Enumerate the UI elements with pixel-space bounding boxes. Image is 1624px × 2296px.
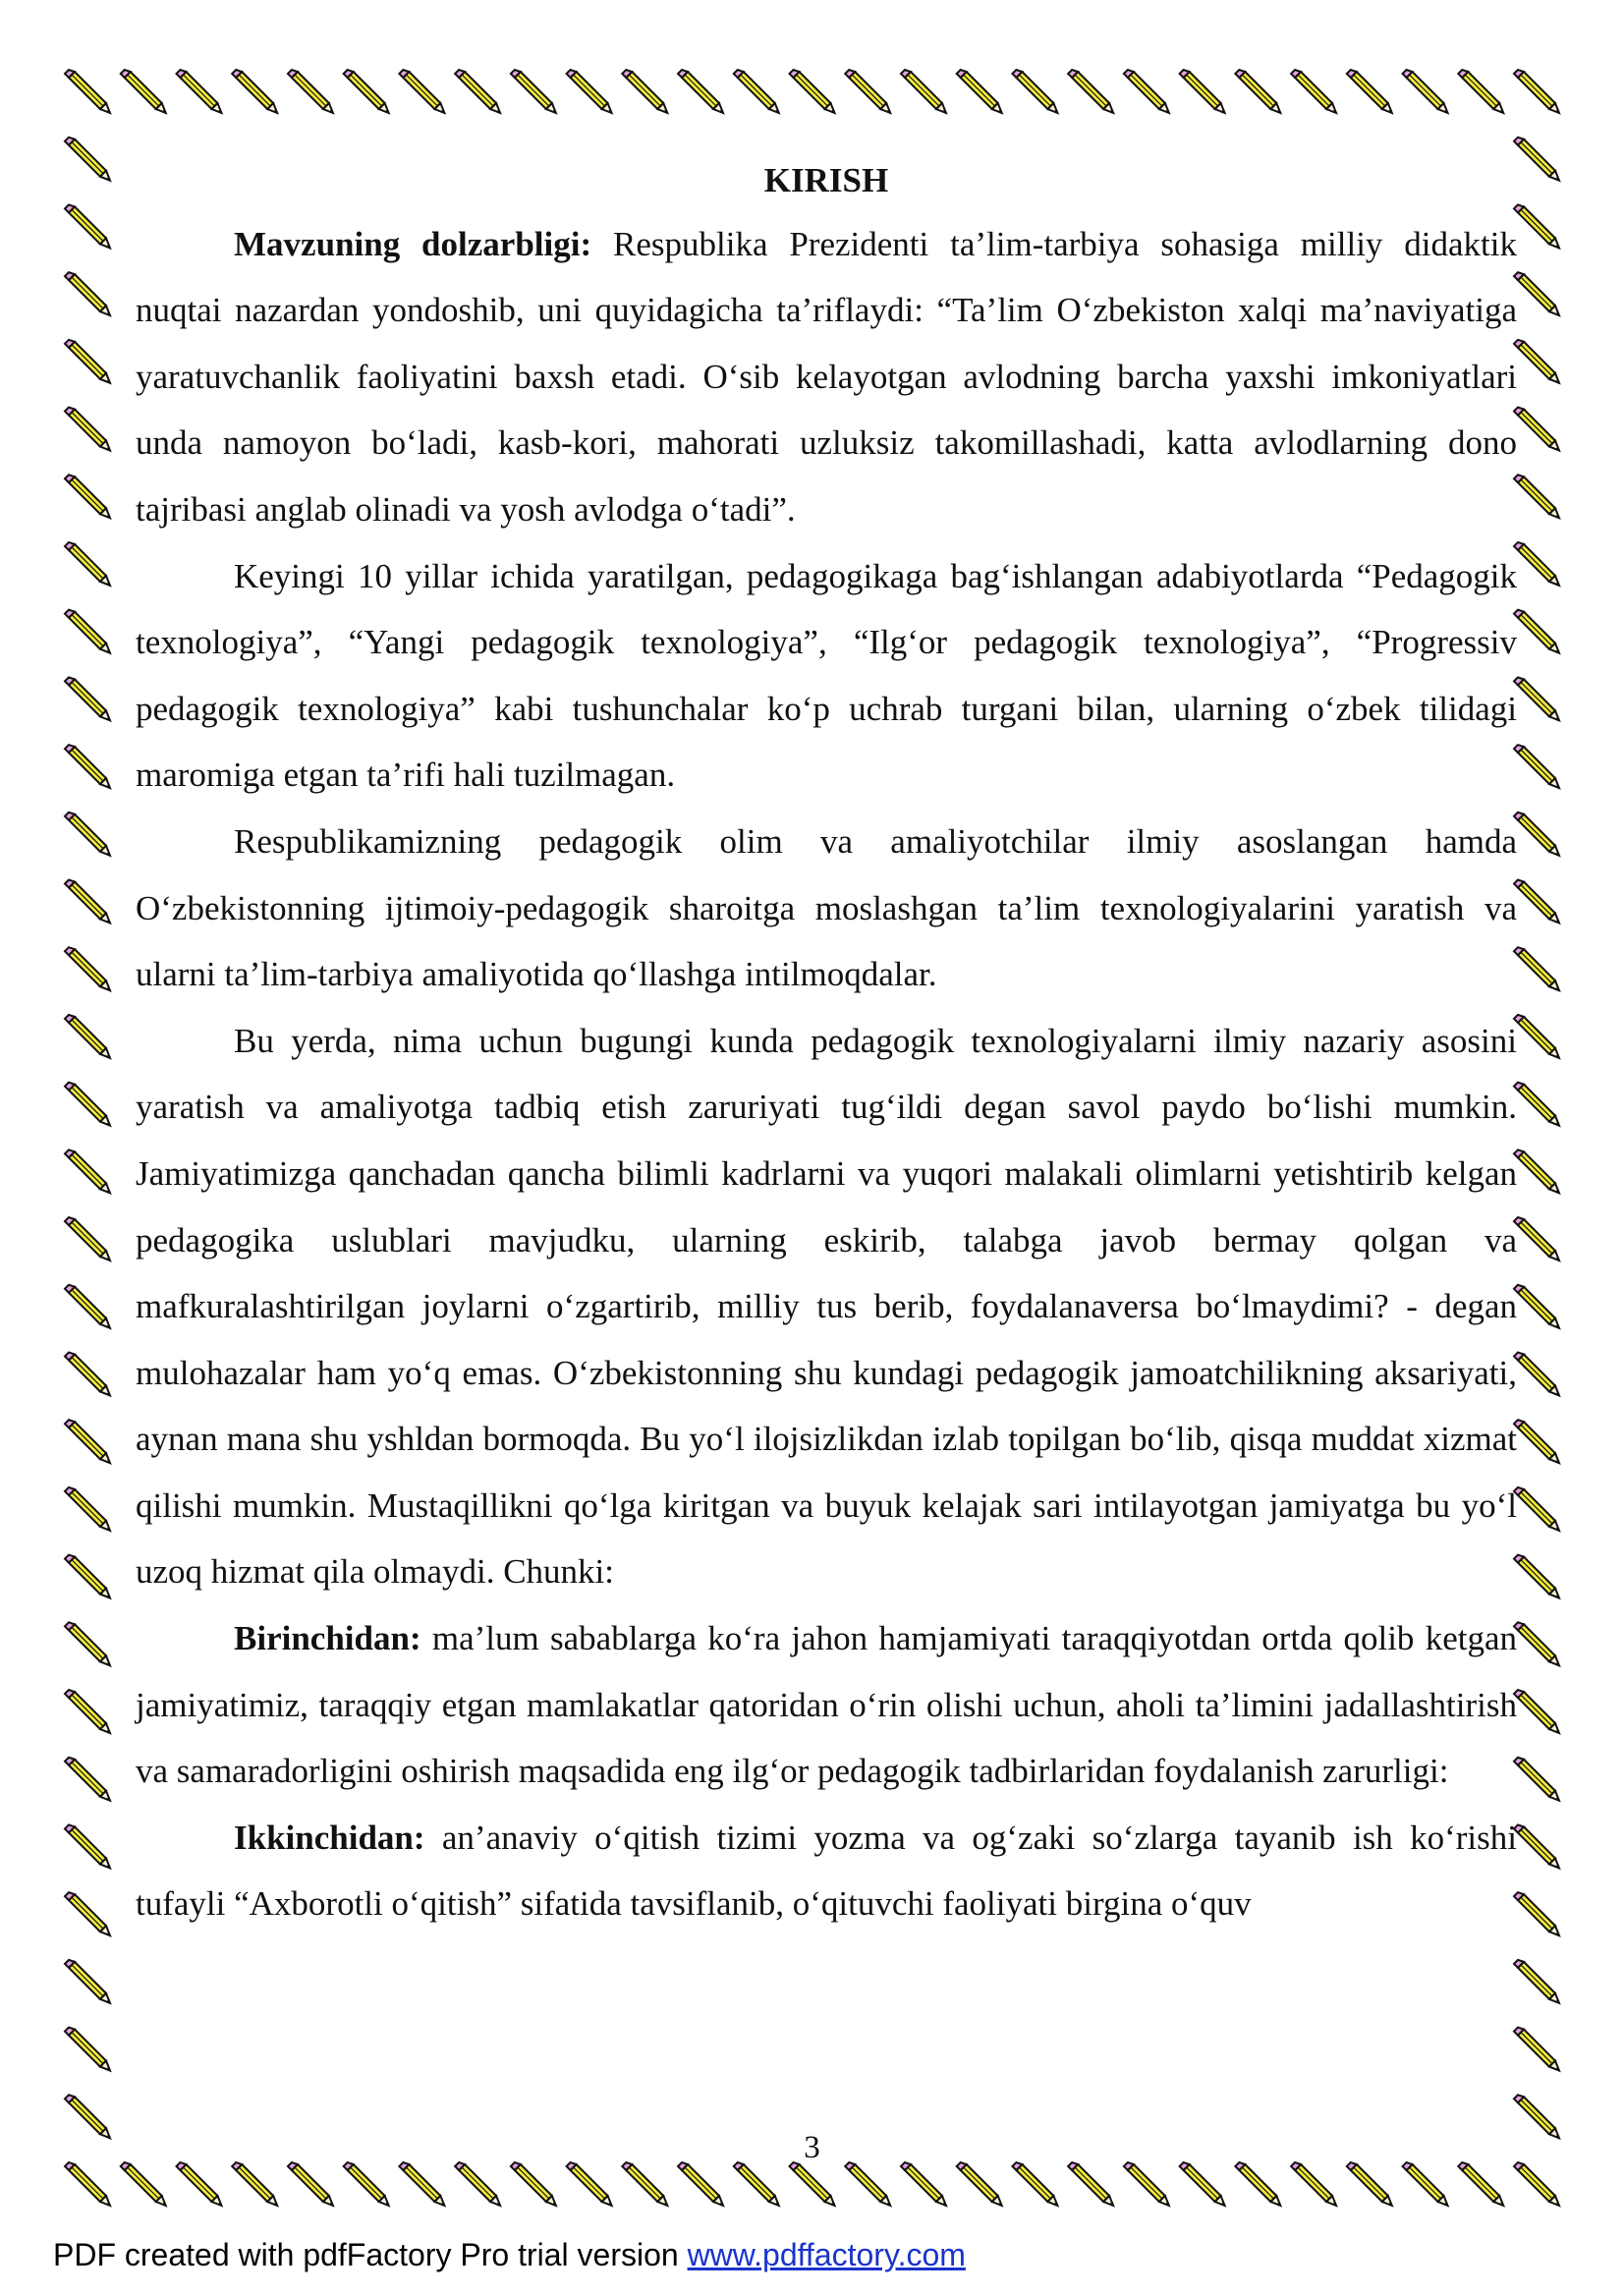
- pencil-icon: [1514, 1352, 1559, 1395]
- pencil-icon: [65, 1352, 110, 1395]
- page-number: 3: [804, 2130, 820, 2165]
- paragraph-text: ma’lum sabablarga ko‘ra jahon hamjamiyati taraqqiyotdan ortda qolib ketgan jamiyatimiz, taraqqiy etgan mamlakatlar qatoridan o‘rin olishi uchun, aholi ta’limini jadallashtirish va samaradorligini oshirish maqsadida eng ilg‘or pedagogik tadbirlaridan foydalanish zarurligi:: [136, 1619, 1517, 1791]
- pencil-icon: [65, 610, 110, 653]
- pencil-icon: [734, 2162, 779, 2206]
- pencil-icon: [65, 880, 110, 924]
- pencil-icon: [901, 70, 946, 113]
- pencil-icon: [65, 70, 110, 113]
- pencil-icon: [1514, 1149, 1559, 1193]
- pencil-icon: [957, 70, 1002, 113]
- pencil-icon: [1068, 70, 1113, 113]
- pencil-icon: [65, 272, 110, 315]
- pencil-icon: [1235, 2162, 1280, 2206]
- pencil-icon: [1514, 542, 1559, 586]
- pencil-icon: [1458, 70, 1503, 113]
- paragraph-text: Respublika Prezidenti ta’lim-tarbiya sohasiga milliy didaktik nuqtai nazardan yondoshib, uni quyidagicha ta’riflaydi: “Ta’lim O‘zbekiston xalqi ma’naviyatiga yaratuvchanlik faoliyatini baxsh etadi. O‘sib kelayotgan avlodning barcha yaxshi imkoniyatlari unda namoyon bo‘ladi, kasb-kori, mahorati uzluksiz takomillashadi, katta avlodlarning dono tajribasi anglab olinadi va yosh avlodga o‘tadi”.: [136, 224, 1517, 529]
- pencil-icon: [678, 70, 723, 113]
- pencil-icon: [455, 70, 500, 113]
- pencil-icon: [65, 408, 110, 451]
- pencil-icon: [288, 70, 333, 113]
- pencil-icon: [121, 2162, 166, 2206]
- paragraph-question: [136, 1008, 1517, 1605]
- pencil-icon: [65, 812, 110, 856]
- document-body: [136, 147, 1517, 1937]
- pencil-icon: [1514, 1758, 1559, 1801]
- pencil-icon: [1068, 2162, 1113, 2206]
- pencil-icon: [1124, 70, 1169, 113]
- paragraph-first-reason: [136, 1605, 1517, 1805]
- pencil-icon: [176, 2162, 221, 2206]
- pencil-icon: [65, 677, 110, 720]
- pencil-icon: [65, 475, 110, 518]
- pencil-icon: [65, 1285, 110, 1328]
- pencil-icon: [176, 70, 221, 113]
- pencil-icon: [1514, 880, 1559, 924]
- pencil-icon: [232, 70, 277, 113]
- pencil-icon: [1514, 70, 1559, 113]
- pencil-icon: [65, 2162, 110, 2206]
- paragraph-lead: Mavzuning dolzarbligi:: [234, 224, 592, 263]
- pencil-icon: [65, 947, 110, 990]
- pencil-icon: [1514, 1015, 1559, 1058]
- pencil-icon: [65, 745, 110, 788]
- pencil-icon: [1291, 2162, 1336, 2206]
- paragraph-text: Respublikamizning pedagogik olim va amaliyotchilar ilmiy asoslangan hamda O‘zbekistonning ijtimoiy-pedagogik sharoitga moslashgan ta’lim texnologiyalarini yaratish va ularni ta’lim-tarbiya amaliyotida qo‘llashga intilmoqdalar.: [136, 821, 1517, 994]
- document-title: KIRISH: [763, 161, 889, 199]
- footer-text: PDF created with pdfFactory Pro trial version: [53, 2237, 688, 2272]
- pencil-icon: [1291, 70, 1336, 113]
- pencil-icon: [1180, 2162, 1225, 2206]
- pencil-icon: [65, 1555, 110, 1598]
- pencil-icon: [622, 2162, 667, 2206]
- pencil-icon: [121, 70, 166, 113]
- pencil-icon: [1514, 340, 1559, 383]
- pencil-icon: [1514, 1824, 1559, 1868]
- pencil-icon: [65, 1149, 110, 1193]
- pencil-icon: [65, 1758, 110, 1801]
- pencil-icon: [1514, 610, 1559, 653]
- pencil-icon: [1180, 70, 1225, 113]
- pencil-icon: [1403, 2162, 1448, 2206]
- pencil-icon: [65, 1217, 110, 1260]
- paragraph-scientists: [136, 809, 1517, 1008]
- pencil-icon: [344, 70, 389, 113]
- pencil-icon: [511, 2162, 556, 2206]
- pencil-icon: [1514, 1487, 1559, 1531]
- paragraph-literature: [136, 543, 1517, 809]
- pencil-icon: [1514, 1892, 1559, 1935]
- pencil-icon: [65, 2028, 110, 2071]
- pencil-icon: [1514, 745, 1559, 788]
- paragraph-lead: Ikkinchidan:: [234, 1818, 425, 1857]
- pencil-icon: [65, 542, 110, 586]
- pencil-icon: [1012, 2162, 1057, 2206]
- pencil-icon: [1514, 2162, 1559, 2206]
- paragraph-lead: Birinchidan:: [234, 1619, 421, 1658]
- pencil-icon: [65, 204, 110, 248]
- pencil-icon: [344, 2162, 389, 2206]
- pencil-icon: [1514, 1420, 1559, 1463]
- paragraph-text: an’anaviy o‘qitish tizimi yozma va og‘zaki so‘zlarga tayanib ish ko‘rishi tufayli “Axborotli o‘qitish” sifatida tavsiflanib, o‘qituvchi faoliyati birgina o‘quv: [136, 1818, 1517, 1924]
- pencil-icon: [1458, 2162, 1503, 2206]
- pencil-icon: [1514, 204, 1559, 248]
- pencil-icon: [1514, 1285, 1559, 1328]
- pencil-icon: [65, 1622, 110, 1665]
- pencil-icon: [567, 2162, 612, 2206]
- pencil-icon: [1514, 138, 1559, 181]
- pencil-icon: [845, 2162, 890, 2206]
- pencil-icon: [65, 1960, 110, 2003]
- pencil-icon: [1514, 1083, 1559, 1126]
- pencil-icon: [1514, 1960, 1559, 2003]
- paragraph-text: Keyingi 10 yillar ichida yaratilgan, pedagogikaga bag‘ishlangan adabiyotlarda “Pedagogik texnologiya”, “Yangi pedagogik texnologiya”, “Ilg‘or pedagogik texnologiya”, “Progressiv pedagogik texnologiya” kabi tushunchalar ko‘p uchrab turgani bilan, ularning o‘zbek tilidagi maromiga etgan ta’rifi hali tuzilmagan.: [136, 556, 1517, 795]
- pencil-icon: [455, 2162, 500, 2206]
- pencil-icon: [957, 2162, 1002, 2206]
- pencil-icon: [511, 70, 556, 113]
- pencil-icon: [1514, 1555, 1559, 1598]
- pencil-icon: [1514, 1217, 1559, 1260]
- pencil-icon: [845, 70, 890, 113]
- pencil-icon: [65, 1083, 110, 1126]
- pencil-icon: [1514, 2028, 1559, 2071]
- pencil-icon: [1514, 1622, 1559, 1665]
- pencil-icon: [1403, 70, 1448, 113]
- pencil-icon: [1514, 947, 1559, 990]
- pencil-icon: [1012, 70, 1057, 113]
- paragraph-second-reason: [136, 1805, 1517, 1937]
- pencil-icon: [734, 70, 779, 113]
- pencil-icon: [65, 1690, 110, 1733]
- pencil-icon: [65, 1824, 110, 1868]
- pencil-icon: [1235, 70, 1280, 113]
- pencil-icon: [399, 2162, 444, 2206]
- pencil-icon: [65, 340, 110, 383]
- pencil-icon: [567, 70, 612, 113]
- pencil-icon: [288, 2162, 333, 2206]
- pencil-icon: [65, 1420, 110, 1463]
- pencil-icon: [1514, 272, 1559, 315]
- pencil-icon: [399, 70, 444, 113]
- pencil-icon: [1514, 812, 1559, 856]
- pencil-icon: [65, 1487, 110, 1531]
- footer-link[interactable]: www.pdffactory.com: [687, 2237, 966, 2272]
- pencil-icon: [901, 2162, 946, 2206]
- paragraph-text: Bu yerda, nima uchun bugungi kunda pedagogik texnologiyalarni ilmiy nazariy asosini yaratish va amaliyotga tadbiq etish zaruriyati tug‘ildi degan savol paydo bo‘lishi mumkin. Jamiyatimizga qanchadan qancha bilimli kadrlarni va yuqori malakali olimlarni yetishtirib kelgan pedagogika uslublari mavjudku, ularning eskirib, talabga javob bermay qolgan va mafkuralashtirilgan joylarni o‘zgartirib, milliy tus berib, foydalanaversa bo‘lmaydimi? - degan mulohazalar ham yo‘q emas. O‘zbekistonning shu kundagi pedagogik jamoatchilikning aksariyati, aynan mana shu yshldan bormoqda. Bu yo‘l ilojsizlikdan izlab topilgan bo‘lib, qisqa muddat xizmat qilishi mumkin. Mustaqillikni qo‘lga kiritgan va buyuk kelajak sari intilayotgan jamiyatga bu yo‘l uzoq hizmat qila olmaydi. Chunki:: [136, 1021, 1517, 1592]
- pencil-icon: [65, 1015, 110, 1058]
- pencil-icon: [1124, 2162, 1169, 2206]
- pencil-icon: [790, 70, 835, 113]
- pencil-icon: [1347, 70, 1392, 113]
- pencil-icon: [622, 70, 667, 113]
- pencil-icon: [678, 2162, 723, 2206]
- pencil-icon: [1514, 408, 1559, 451]
- pencil-icon: [232, 2162, 277, 2206]
- pencil-icon: [1514, 677, 1559, 720]
- paragraph-relevance: [136, 211, 1517, 543]
- pencil-icon: [65, 1892, 110, 1935]
- pencil-icon: [1514, 475, 1559, 518]
- pencil-icon: [1514, 1690, 1559, 1733]
- pencil-icon: [65, 138, 110, 181]
- pdf-footer: [53, 2237, 966, 2273]
- pencil-icon: [790, 2162, 835, 2206]
- pencil-icon: [1347, 2162, 1392, 2206]
